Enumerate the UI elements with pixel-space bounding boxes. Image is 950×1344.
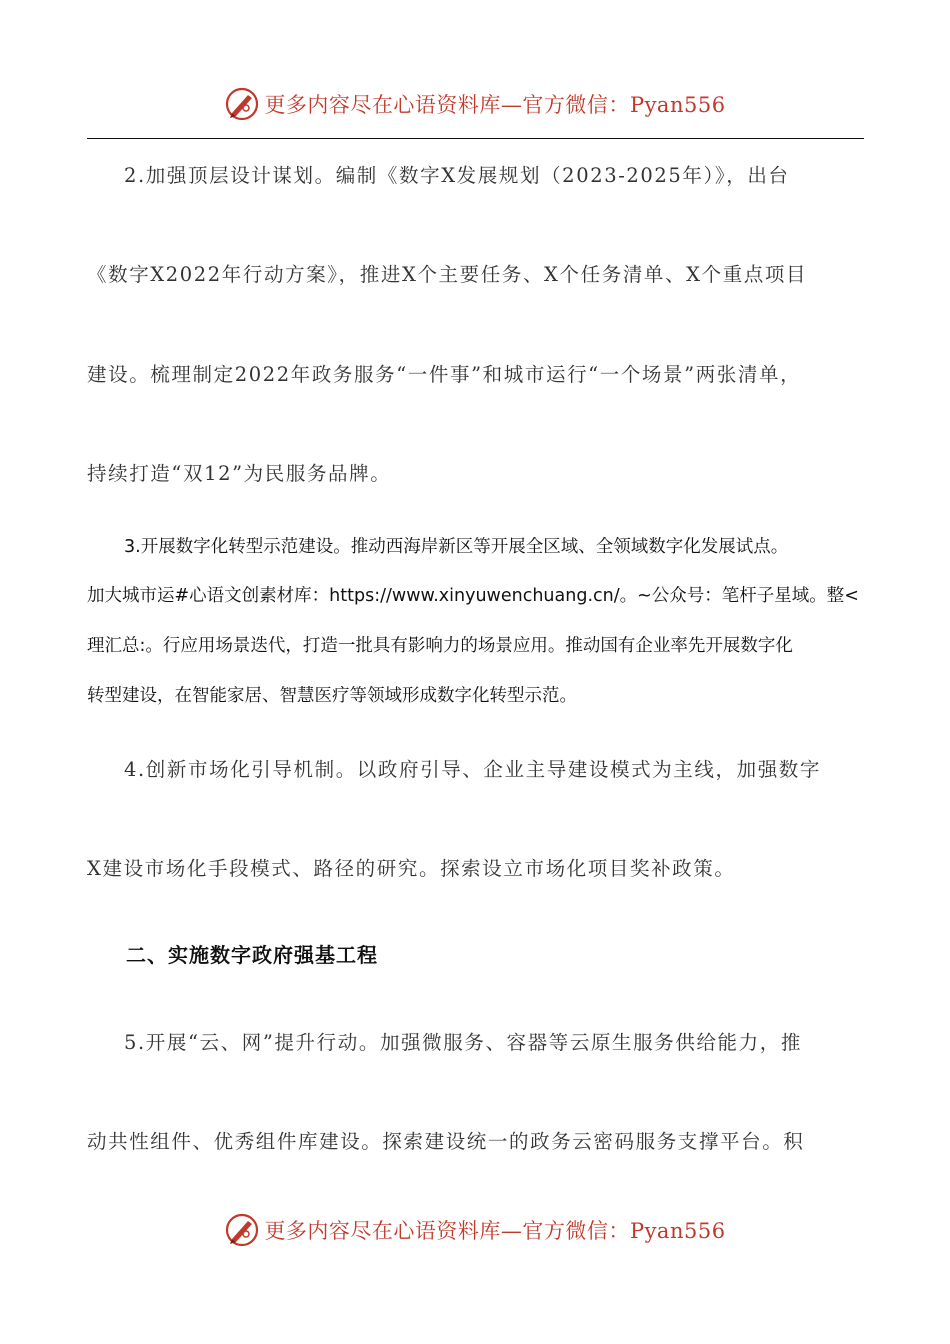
p3-line-3: 理汇总:。行应用场景迭代，打造一批具有影响力的场景应用。推动国有企业率先开展数字化 (87, 636, 793, 656)
p5-line-1: 5.开展“云、网”提升行动。加强微服务、容器等云原生服务供给能力，推 (124, 1031, 802, 1054)
p5-line-2: 动共性组件、优秀组件库建设。探索建设统一的政务云密码服务支撑平台。积 (87, 1130, 805, 1153)
p3-line-2: 加大城市运#心语文创素材库：https://www.xinyuwenchuang.cn/。~公众号：笔杆子星域。整< (87, 586, 859, 606)
pen-logo-icon (224, 86, 260, 122)
p4-line-1: 4.创新市场化引导机制。以政府引导、企业主导建设模式为主线，加强数字 (124, 758, 822, 781)
header-rule (87, 138, 864, 139)
p3-line-1: 3.开展数字化转型示范建设。推动西海岸新区等开展全区域、全领域数字化发展试点。 (124, 537, 789, 557)
pen-logo-icon (224, 1212, 260, 1248)
page-footer (0, 1210, 950, 1250)
p2-line-1: 2.加强顶层设计谋划。编制《数字X发展规划（2023-2025年）》，出台 (124, 164, 790, 187)
header-brand-text: 更多内容尽在心语资料库—官方微信：Pyan556 (264, 93, 726, 117)
p2-line-4: 持续打造“双12”为民服务品牌。 (87, 462, 392, 485)
section-heading: 二、实施数字政府强基工程 (126, 943, 378, 967)
p2-line-3: 建设。梳理制定2022年政务服务“一件事”和城市运行“一个场景”两张清单， (87, 363, 802, 386)
page-header (0, 84, 950, 124)
footer-brand-text: 更多内容尽在心语资料库—官方微信：Pyan556 (264, 1219, 726, 1243)
p3-line-4: 转型建设，在智能家居、智慧医疗等领域形成数字化转型示范。 (87, 686, 577, 706)
p2-line-2: 《数字X2022年行动方案》，推进X个主要任务、X个任务清单、X个重点项目 (87, 263, 808, 286)
p4-line-2: X建设市场化手段模式、路径的研究。探索设立市场化项目奖补政策。 (87, 857, 736, 880)
